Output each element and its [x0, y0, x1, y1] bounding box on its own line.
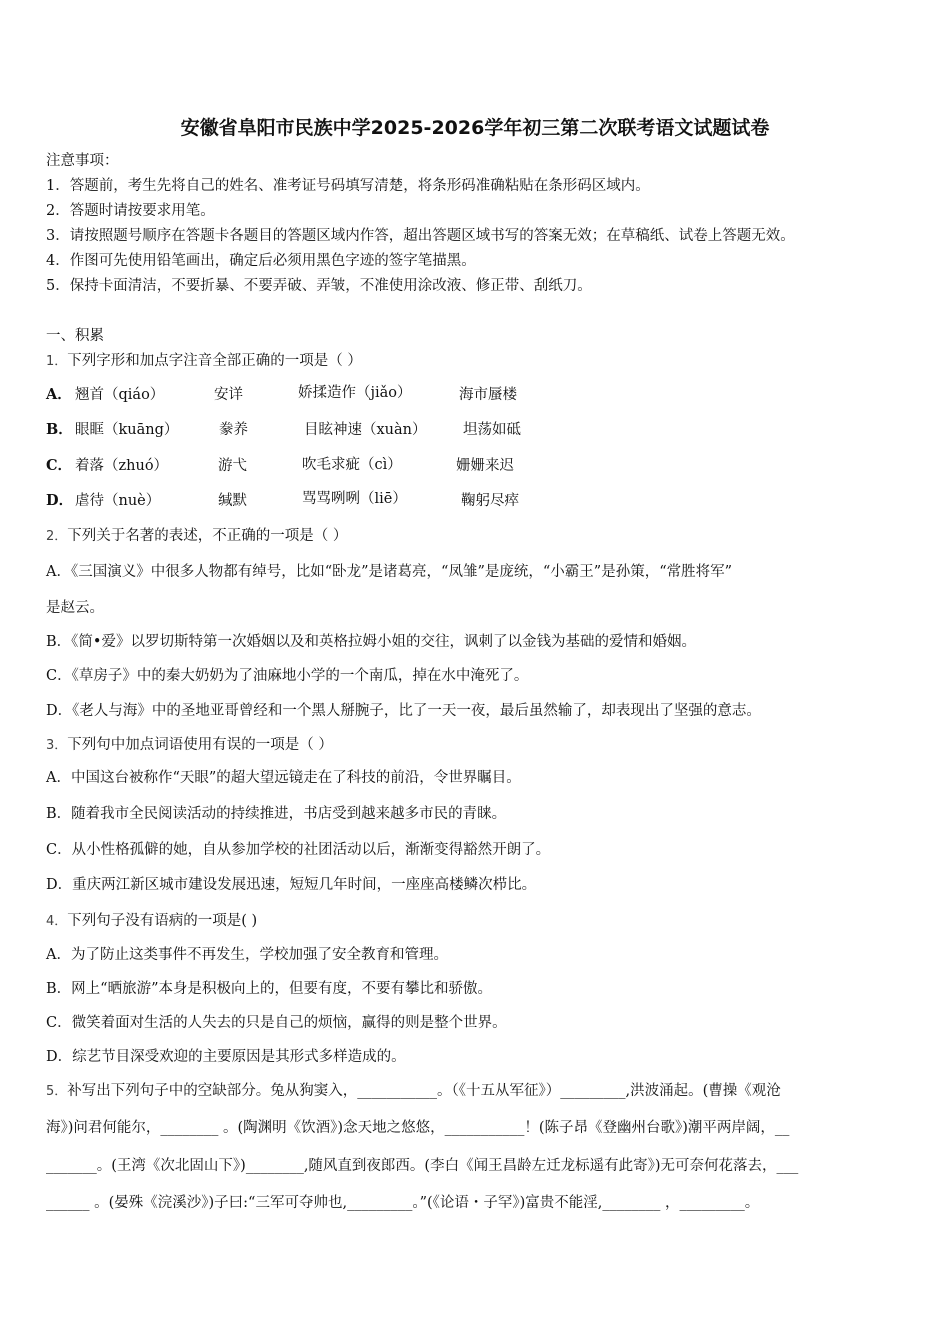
q2-option-c: C．《草房子》中的秦大奶奶为了油麻地小学的一个南瓜，掉在水中淹死了。	[46, 668, 529, 684]
q4-option-c: C．微笑着面对生活的人失去的只是自己的烦恼，赢得的则是整个世界。	[46, 1015, 507, 1031]
question-stem: 下列句中加点词语使用有误的一项是（ ）	[67, 737, 333, 753]
question-stem: 下列字形和加点字注音全部正确的一项是（ ）	[67, 353, 362, 369]
q4-option-d: D．综艺节目深受欢迎的主要原因是其形式多样造成的。	[46, 1049, 406, 1065]
notice-item: 1．答题前，考生先将自己的姓名、准考证号码填写清楚，将条形码准确粘贴在条形码区域内。	[46, 178, 650, 194]
notice-item: 5．保持卡面清洁，不要折暴、不要弄破、弄皱，不准使用涂改液、修正带、刮纸刀。	[46, 278, 592, 294]
question-stem: 下列句子没有语病的一项是( )	[67, 913, 258, 929]
option-cell: 安详	[214, 387, 243, 403]
question-stem: 下列关于名著的表述，不正确的一项是（ ）	[67, 528, 348, 544]
question-number: 4．	[46, 914, 68, 929]
q5-line-4: ______ 。(晏殊《浣溪沙》)子曰:“三军可夺帅也,_________。”(《论语・子罕》)富贵不能淫,________ ，_________。	[46, 1195, 760, 1211]
q3-option-c: C．从小性格孤僻的她，自从参加学校的社团活动以后，渐渐变得豁然开朗了。	[46, 842, 551, 858]
option-cell: 缄默	[218, 493, 247, 509]
option-cell: 娇揉造作（jiǎo）	[298, 385, 412, 401]
question-3	[46, 735, 333, 756]
question-4	[46, 911, 257, 932]
notice-item: 2．答题时请按要求用笔。	[46, 203, 215, 219]
option-label: B．	[46, 421, 73, 438]
q2-option-b: B．《简•爱》以罗切斯特第一次婚姻以及和英格拉姆小姐的交往，讽刺了以金钱为基础的爱情和婚姻。	[46, 634, 696, 650]
option-cell: 坦荡如砥	[463, 422, 521, 438]
q3-option-b: B．随着我市全民阅读活动的持续推进，书店受到越来越多市民的青睐。	[46, 806, 507, 822]
question-number: 1．	[46, 354, 68, 369]
option-cell: 豢养	[219, 422, 248, 438]
option-cell: 眼眶（kuāng）	[75, 422, 179, 438]
notice-item: 4．作图可先使用铅笔画出，确定后必须用黑色字迹的签字笔描黑。	[46, 253, 476, 269]
option-cell: 游弋	[218, 458, 247, 474]
notice-item: 3．请按照题号顺序在答题卡各题目的答题区域内作答，超出答题区域书写的答案无效；在草稿纸、试卷上答题无效。	[46, 228, 795, 244]
option-label: A．	[46, 386, 72, 403]
question-stem: 补写出下列句子中的空缺部分。兔从狗窦入，___________。（《十五从军征》）_________,洪波涌起。(曹操《观沧	[67, 1083, 781, 1099]
q5-line-3: _______。(王湾《次北固山下》)________,随风直到夜郎西。(李白《闻王昌龄左迁龙标遥有此寄》)无可奈何花落去，___	[46, 1158, 799, 1174]
option-cell: 鞠躬尽瘁	[461, 493, 519, 509]
q3-option-a: A．中国这台被称作“天眼”的超大望远镜走在了科技的前沿，令世界瞩目。	[46, 770, 521, 786]
question-1	[46, 351, 362, 372]
option-cell: 海市蜃楼	[459, 387, 517, 403]
page-title: 安徽省阜阳市民族中学2025-2026学年初三第二次联考语文试题试卷	[180, 117, 770, 139]
question-number: 3．	[46, 738, 68, 753]
option-label: D．	[46, 492, 74, 509]
q5-line-2: 海》)问君何能尔，________ 。(陶渊明《饮酒》)念天地之悠悠，___________！(陈子昂《登幽州台歌》)潮平两岸阔，__	[46, 1120, 790, 1136]
q4-option-a: A．为了防止这类事件不再发生，学校加强了安全教育和管理。	[46, 947, 448, 963]
option-cell: 吹毛求疵（cì）	[302, 457, 402, 473]
question-number: 2．	[46, 529, 68, 544]
q2-option-a-line1: A．《三国演义》中很多人物都有绰号，比如“卧龙”是诸葛亮，“凤雏”是庞统，“小霸王”是孙策，“常胜将军”	[46, 564, 733, 580]
question-number: 5．	[46, 1084, 68, 1099]
option-cell: 翘首（qiáo）	[75, 387, 165, 403]
q4-option-b: B．网上“晒旅游”本身是积极向上的，但要有度，不要有攀比和骄傲。	[46, 981, 492, 997]
q2-option-d: D．《老人与海》中的圣地亚哥曾经和一个黑人掰腕子，比了一天一夜，最后虽然输了，却表现出了坚强的意志。	[46, 703, 761, 719]
section-heading: 一、积累	[46, 328, 104, 344]
option-label: C．	[46, 457, 73, 474]
option-cell: 目眩神速（xuàn）	[304, 422, 427, 438]
q2-option-a-line2: 是赵云。	[46, 600, 104, 616]
option-cell: 虐待（nuè）	[75, 493, 161, 509]
option-cell: 着落（zhuó）	[75, 458, 169, 474]
option-cell: 姗姗来迟	[456, 458, 514, 474]
q3-option-d: D．重庆两江新区城市建设发展迅速，短短几年时间，一座座高楼鳞次栉比。	[46, 877, 537, 893]
notice-heading: 注意事项：	[46, 153, 119, 169]
option-cell: 骂骂咧咧（liē）	[302, 491, 407, 507]
question-2	[46, 526, 347, 547]
question-5	[46, 1081, 781, 1102]
